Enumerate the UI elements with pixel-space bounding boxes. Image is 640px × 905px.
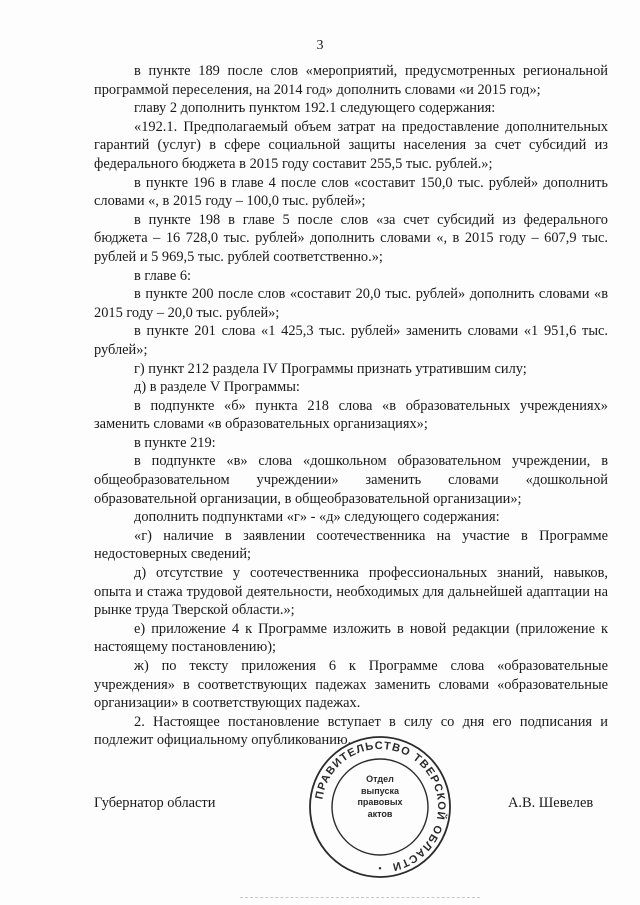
paragraph: г) пункт 212 раздела IV Программы признать утратившим силу;: [134, 360, 527, 377]
paragraph: дополнить подпунктами «г» - «д» следующего содержания:: [134, 509, 500, 526]
paragraph: в подпункте «в» слова «дошкольном образовательном учреждении, в общеобразовательном учреждении» заменить словами «дошкольной образовательной организации, в общеобразовательной организации»;: [94, 453, 608, 507]
paragraph: в пункте 219:: [134, 434, 216, 451]
stamp-center-line: Отдел: [366, 774, 394, 784]
paragraph: «г) наличие в заявлении соотечественника на участие в Программе недостоверных сведений;: [94, 527, 608, 563]
paragraph: е) приложение 4 к Программе изложить в новой редакции (приложение к настоящему постановлению);: [94, 620, 608, 656]
paragraph: д) отсутствие у соотечественника профессиональных знаний, навыков, опыта и стажа трудовой деятельности, необходимых для дальнейшей адаптации на рынке труда Тверской области.»;: [94, 565, 608, 619]
stamp-center-text: [349, 774, 411, 820]
signatory-name: А.В. Шевелев: [508, 795, 594, 811]
paragraph: «192.1. Предполагаемый объем затрат на предоставление дополнительных гарантий (услуг) в сфере социальной защиты населения за счет субсидий из федерального бюджета в 2015 году составит 255,5 тыс. рублей.»;: [94, 118, 608, 172]
stamp-ring-text: ПРАВИТЕЛЬСТВО ТВЕРСКОЙ ОБЛАСТИ: [313, 739, 448, 873]
scan-edge-mark: [240, 897, 480, 899]
paragraph: 2. Настоящее постановление вступает в силу со дня его подписания и подлежит официальному опубликованию.: [94, 713, 608, 749]
paragraph: ж) по тексту приложения 6 к Программе слова «образовательные учреждения» в соответствующих падежах заменить словами «образовательные организации» в соответствующих падежах.: [94, 658, 608, 712]
paragraph: главу 2 дополнить пунктом 192.1 следующего содержания:: [134, 100, 496, 117]
paragraph: в пункте 189 после слов «мероприятий, предусмотренных региональной программой переселения, на 2014 год» дополнить словами «и 2015 год»;: [94, 63, 608, 98]
paragraph: в пункте 201 слова «1 425,3 тыс. рублей» заменить словами «1 951,6 тыс. рублей»;: [94, 323, 608, 358]
stamp-center-line: выпуска: [361, 785, 399, 796]
paragraph: д) в разделе V Программы:: [134, 379, 300, 396]
stamp-bottom-mark: •: [378, 864, 382, 875]
paragraph: в пункте 200 после слов «составит 20,0 тыс. рублей» дополнить словами «в 2015 году – 20,0 тыс. рублей»;: [94, 286, 608, 321]
stamp-center-line: актов: [367, 808, 393, 819]
paragraph: в пункте 196 в главе 4 после слов «составит 150,0 тыс. рублей» дополнить словами «, в 2015 году – 100,0 тыс. рублей»;: [94, 174, 608, 210]
paragraph: в главе 6:: [134, 267, 192, 284]
signatory-position: Губернатор области: [94, 795, 216, 811]
stamp-center-line: правовых: [357, 797, 403, 807]
page-number: 3: [316, 38, 324, 53]
paragraph: в пункте 198 в главе 5 после слов «за счет субсидий из федерального бюджета – 16 728,0 тыс. рублей» дополнить словами «, в 2015 году – 607,9 тыс. рублей и 5 969,5 тыс. рублей соответственно.»;: [94, 211, 608, 265]
paragraph: в подпункте «б» пункта 218 слова «в образовательных учреждениях» заменить словами «в образовательных организациях»;: [94, 397, 608, 433]
official-stamp: [305, 732, 455, 882]
document-body: [94, 62, 608, 750]
